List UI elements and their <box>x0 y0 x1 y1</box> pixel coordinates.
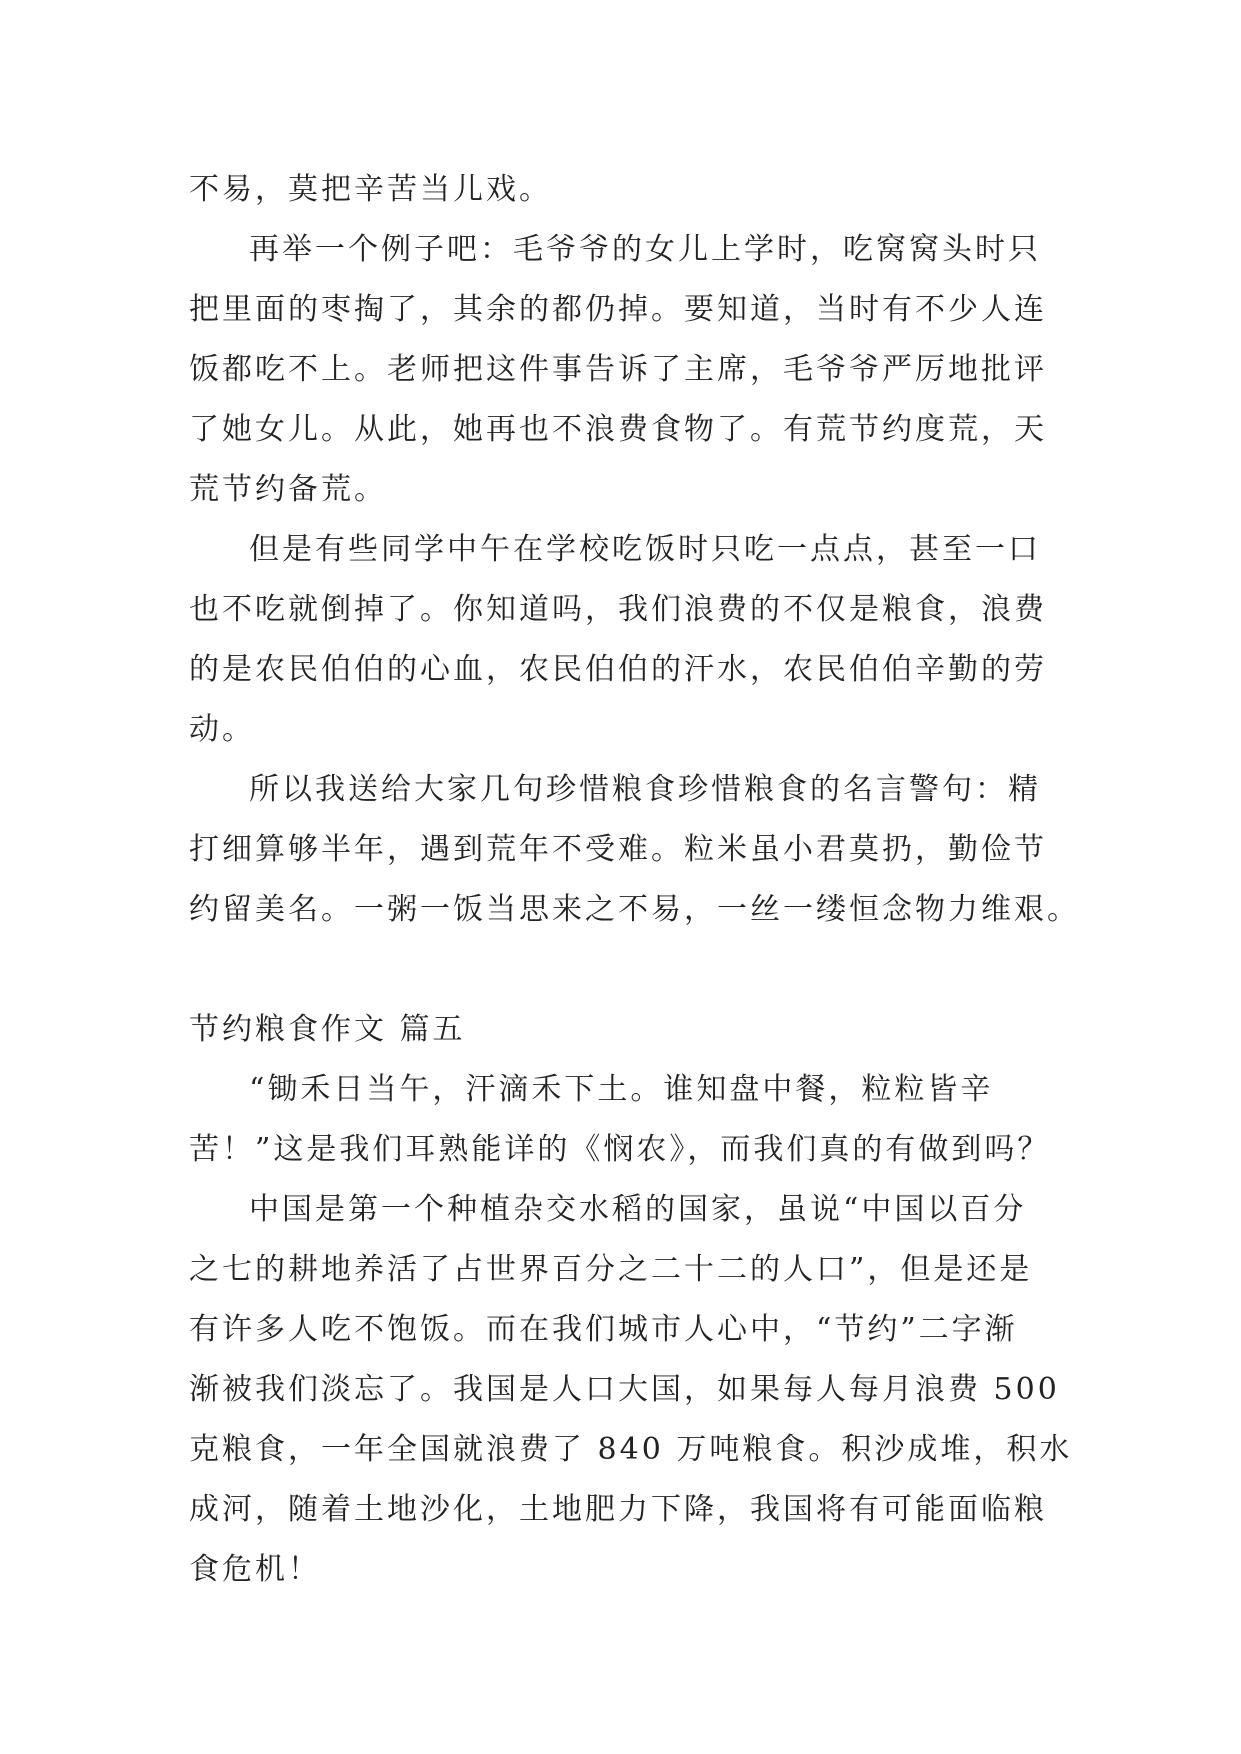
text-line: 荒节约备荒。 <box>189 472 387 507</box>
section-heading <box>189 1000 1069 1060</box>
text-line: 打细算够半年，遇到荒年不受难。粒米虽小君莫扔，勤俭节 <box>189 832 1047 867</box>
paragraph <box>189 220 1069 520</box>
text-line: 不易，莫把辛苦当儿戏。 <box>189 172 552 207</box>
text-line: 成河，随着土地沙化，土地肥力下降，我国将有可能面临粮 <box>189 1492 1047 1527</box>
text-line: 了她女儿。从此，她再也不浪费食物了。有荒节约度荒，天 <box>189 412 1047 447</box>
text-line: 所以我送给大家几句珍惜粮食珍惜粮食的名言警句：精 <box>249 772 1041 807</box>
text-line: 渐被我们淡忘了。我国是人口大国，如果每人每月浪费 500 <box>189 1372 1060 1407</box>
text-line: 中国是第一个种植杂交水稻的国家，虽说“中国以百分 <box>249 1192 1027 1227</box>
text-line: 饭都吃不上。老师把这件事告诉了主席，毛爷爷严厉地批评 <box>189 352 1047 387</box>
text-line: 也不吃就倒掉了。你知道吗，我们浪费的不仅是粮食，浪费 <box>189 592 1047 627</box>
paragraph <box>189 160 1069 220</box>
text-line: 再举一个例子吧：毛爷爷的女儿上学时，吃窝窝头时只 <box>249 232 1041 267</box>
text-line: 动。 <box>189 712 255 747</box>
section-spacer <box>189 940 1069 1000</box>
text-line: 把里面的枣掏了，其余的都仍掉。要知道，当时有不少人连 <box>189 292 1047 327</box>
text-line: “锄禾日当午，汗滴禾下土。谁知盘中餐，粒粒皆辛 <box>249 1072 994 1107</box>
text-line: 食危机！ <box>189 1552 321 1587</box>
text-line: 约留美名。一粥一饭当思来之不易，一丝一缕恒念物力维艰。 <box>189 892 1080 927</box>
text-line: 之七的耕地养活了占世界百分之二十二的人口”，但是还是 <box>189 1252 1033 1287</box>
text-line: 苦！”这是我们耳熟能详的《悯农》，而我们真的有做到吗？ <box>189 1132 1051 1167</box>
document-body <box>189 160 1080 1600</box>
text-line: 的是农民伯伯的心血，农民伯伯的汗水，农民伯伯辛勤的劳 <box>189 652 1047 687</box>
text-line: 节约粮食作文 篇五 <box>189 1012 466 1047</box>
paragraph <box>189 1180 1073 1600</box>
text-line: 有许多人吃不饱饭。而在我们城市人心中，“节约”二字渐 <box>189 1312 1018 1347</box>
paragraph <box>189 1060 1069 1180</box>
paragraph <box>189 520 1069 760</box>
paragraph <box>189 760 1080 940</box>
text-line: 克粮食，一年全国就浪费了 840 万吨粮食。积沙成堆，积水 <box>189 1432 1073 1467</box>
text-line: 但是有些同学中午在学校吃饭时只吃一点点，甚至一口 <box>249 532 1041 567</box>
